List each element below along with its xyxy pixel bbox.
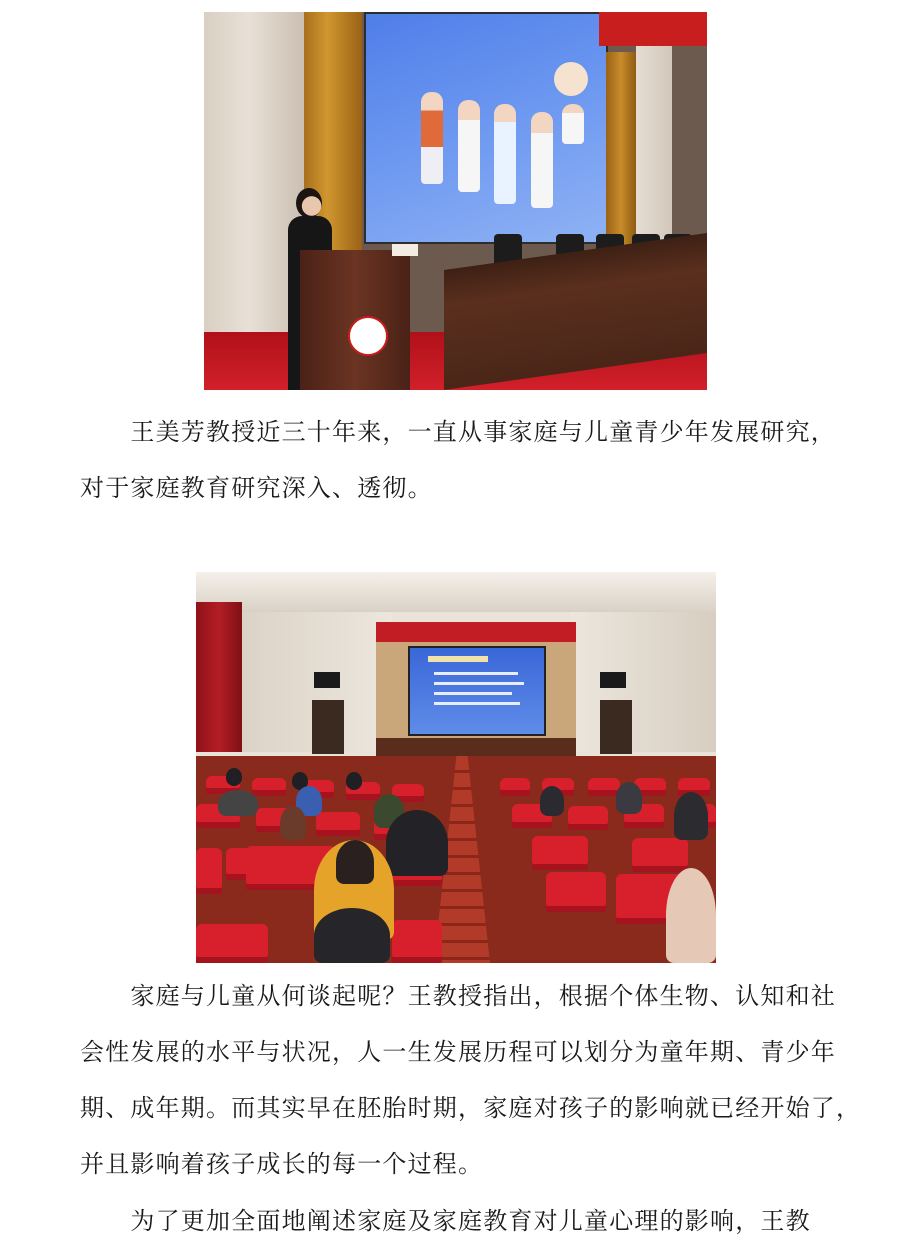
audience-member xyxy=(226,768,242,786)
slide-figure xyxy=(421,92,443,184)
lecture-stage-photo xyxy=(204,12,707,390)
slide-text-line xyxy=(434,682,524,685)
seat xyxy=(392,920,442,963)
slide-image-baby xyxy=(554,62,588,96)
nameplate xyxy=(392,244,418,256)
slide-text-line xyxy=(434,692,512,695)
ceiling xyxy=(196,572,716,612)
red-curtain xyxy=(196,602,242,752)
audience-member xyxy=(540,786,564,816)
seat xyxy=(196,924,268,963)
audience-member-pink-top xyxy=(666,868,716,963)
wall-monitor xyxy=(314,672,340,688)
text-line: 对于家庭教育研究深入、透彻。 xyxy=(80,474,433,502)
audience-member xyxy=(314,908,390,963)
lectern xyxy=(300,250,410,390)
speaker-head xyxy=(296,188,322,218)
audience-member xyxy=(386,810,448,876)
slide-figure xyxy=(458,100,480,192)
audience-member xyxy=(336,840,374,884)
door xyxy=(312,700,344,754)
projection-screen xyxy=(364,12,608,244)
projection-screen xyxy=(408,646,546,736)
side-wall xyxy=(570,612,716,752)
stage xyxy=(376,738,576,758)
seat xyxy=(632,838,688,872)
university-seal-icon xyxy=(348,316,388,356)
slide-text-line xyxy=(434,702,520,705)
seat xyxy=(532,836,588,870)
slide-figure xyxy=(494,104,516,204)
slide-text-line xyxy=(434,672,518,675)
red-banner xyxy=(599,12,707,46)
text-line: 王美芳教授近三十年来，一直从事家庭与儿童青少年发展研究， xyxy=(80,418,836,446)
red-banner xyxy=(376,622,576,642)
seat xyxy=(588,778,620,796)
audience-member xyxy=(674,792,708,840)
audience-member xyxy=(218,790,258,816)
slide-figure xyxy=(562,104,584,144)
audience-member xyxy=(616,782,642,814)
slide-title-bar xyxy=(428,656,488,662)
audience-member xyxy=(346,772,362,790)
audience-member xyxy=(280,806,306,840)
seat xyxy=(568,806,608,830)
door xyxy=(600,700,632,754)
text-line: 为了更加全面地阐述家庭及家庭教育对儿童心理的影响，王教 xyxy=(80,1207,811,1235)
text-line: 家庭与儿童从何谈起呢？王教授指出，根据个体生物、认知和社 xyxy=(80,982,836,1010)
paragraph-intro xyxy=(80,404,836,516)
seat xyxy=(500,778,530,796)
seat xyxy=(196,848,222,894)
text-line: 会性发展的水平与状况，人一生发展历程可以划分为童年期、青少年 xyxy=(80,1038,836,1066)
auditorium-photo xyxy=(196,572,716,963)
seat xyxy=(252,778,286,796)
paragraph-development-stages xyxy=(80,968,861,1192)
seat xyxy=(546,872,606,912)
text-line: 期、成年期。而其实早在胚胎时期，家庭对孩子的影响就已经开始了， xyxy=(80,1094,862,1122)
seat xyxy=(316,812,360,836)
text-line: 并且影响着孩子成长的每一个过程。 xyxy=(80,1150,484,1178)
wall-monitor xyxy=(600,672,626,688)
slide-figure xyxy=(531,112,553,208)
